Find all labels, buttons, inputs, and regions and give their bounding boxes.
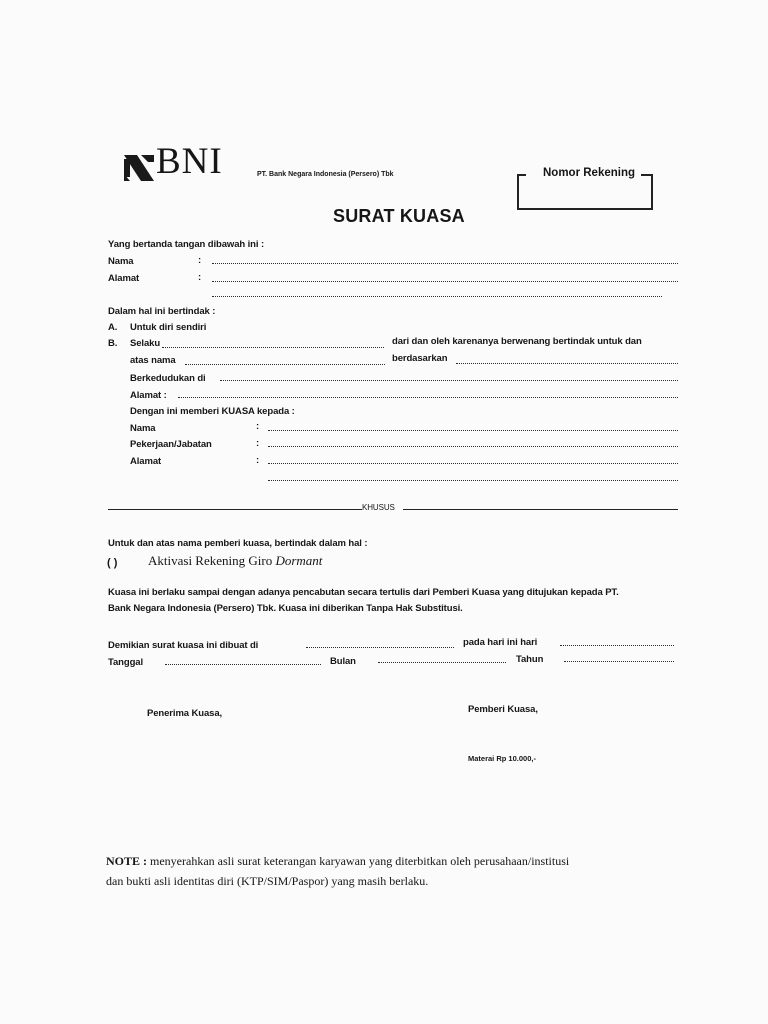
domicile-field[interactable] — [220, 380, 678, 381]
signer-address-label: Alamat — [108, 273, 140, 284]
domicile-label: Berkedudukan di — [130, 373, 206, 384]
day-field[interactable] — [560, 645, 674, 646]
signer-intro: Yang bertanda tangan dibawah ini : — [108, 239, 265, 250]
note-line-1 — [106, 854, 569, 869]
note-text-1: menyerahkan asli surat keterangan karyawan yang diterbitkan oleh perusahaan/institusi — [150, 854, 570, 868]
colon: : — [198, 255, 202, 266]
divider-label: KHUSUS — [362, 503, 395, 512]
account-number-box[interactable] — [517, 174, 653, 210]
purpose-checkbox[interactable]: ( ) — [107, 557, 118, 569]
signer-address-field[interactable] — [212, 281, 678, 282]
option-a-text: Untuk diri sendiri — [130, 322, 207, 333]
on-behalf-field[interactable] — [185, 364, 385, 365]
day-label: pada hari ini hari — [463, 637, 538, 648]
option-b-label: Selaku — [130, 338, 161, 349]
capacity-field[interactable] — [162, 347, 384, 348]
recipient-signature-label: Penerima Kuasa, — [147, 708, 223, 719]
divider-left — [108, 509, 362, 510]
colon: : — [198, 272, 202, 283]
recipient-address-field-2[interactable] — [268, 480, 678, 481]
recipient-name-field[interactable] — [268, 430, 678, 431]
purpose-item-italic: Dormant — [275, 553, 323, 568]
colon: : — [256, 455, 260, 466]
option-a-letter: A. — [108, 322, 118, 333]
purpose-intro: Untuk dan atas nama pemberi kuasa, bertindak dalam hal : — [108, 538, 368, 549]
purpose-item-text: Aktivasi Rekening Giro — [148, 553, 273, 568]
option-b-mid-text: dari dan oleh karenanya berwenang bertindak untuk dan — [392, 336, 642, 347]
grant-intro: Dengan ini memberi KUASA kepada : — [130, 406, 295, 417]
acting-intro: Dalam hal ini bertindak : — [108, 306, 216, 317]
bni-logo-icon — [124, 155, 154, 181]
acting-address-label: Alamat : — [130, 390, 167, 401]
date-label: Tanggal — [108, 657, 144, 668]
signer-address-field-2[interactable] — [212, 296, 662, 297]
month-label: Bulan — [330, 656, 356, 667]
colon: : — [256, 421, 260, 432]
recipient-address-label: Alamat — [130, 456, 162, 467]
validity-line-2: Bank Negara Indonesia (Persero) Tbk. Kuasa ini diberikan Tanpa Hak Substitusi. — [108, 603, 463, 614]
note-prefix: NOTE : — [106, 854, 148, 868]
option-b-letter: B. — [108, 338, 118, 349]
purpose-item — [148, 553, 322, 569]
recipient-job-field[interactable] — [268, 446, 678, 447]
logo-text: BNI — [156, 141, 223, 182]
acting-address-field[interactable] — [178, 397, 678, 398]
on-behalf-label: atas nama — [130, 355, 176, 366]
stamp-duty-label: Materai Rp 10.000,- — [468, 754, 536, 763]
signer-name-field[interactable] — [212, 263, 678, 264]
year-field[interactable] — [564, 661, 674, 662]
recipient-job-label: Pekerjaan/Jabatan — [130, 439, 212, 450]
document-title: SURAT KUASA — [333, 206, 465, 226]
month-field[interactable] — [378, 662, 506, 663]
validity-line-1: Kuasa ini berlaku sampai dengan adanya pencabutan secara tertulis dari Pemberi Kuasa yang ditujukan kepada PT. — [108, 587, 619, 598]
based-on-label: berdasarkan — [392, 353, 448, 364]
recipient-name-label: Nama — [130, 423, 156, 434]
place-field[interactable] — [306, 647, 454, 648]
grantor-signature-label: Pemberi Kuasa, — [468, 704, 538, 715]
year-label: Tahun — [516, 654, 544, 665]
company-name: PT. Bank Negara Indonesia (Persero) Tbk — [257, 171, 394, 178]
note-line-2: dan bukti asli identitas diri (KTP/SIM/Paspor) yang masih berlaku. — [106, 874, 429, 888]
date-field[interactable] — [165, 664, 321, 665]
account-number-label: Nomor Rekening — [543, 167, 636, 179]
divider-right — [403, 509, 678, 510]
colon: : — [256, 438, 260, 449]
recipient-address-field[interactable] — [268, 463, 678, 464]
based-on-field[interactable] — [456, 363, 678, 364]
signer-name-label: Nama — [108, 256, 134, 267]
made-in-label: Demikian surat kuasa ini dibuat di — [108, 640, 259, 651]
